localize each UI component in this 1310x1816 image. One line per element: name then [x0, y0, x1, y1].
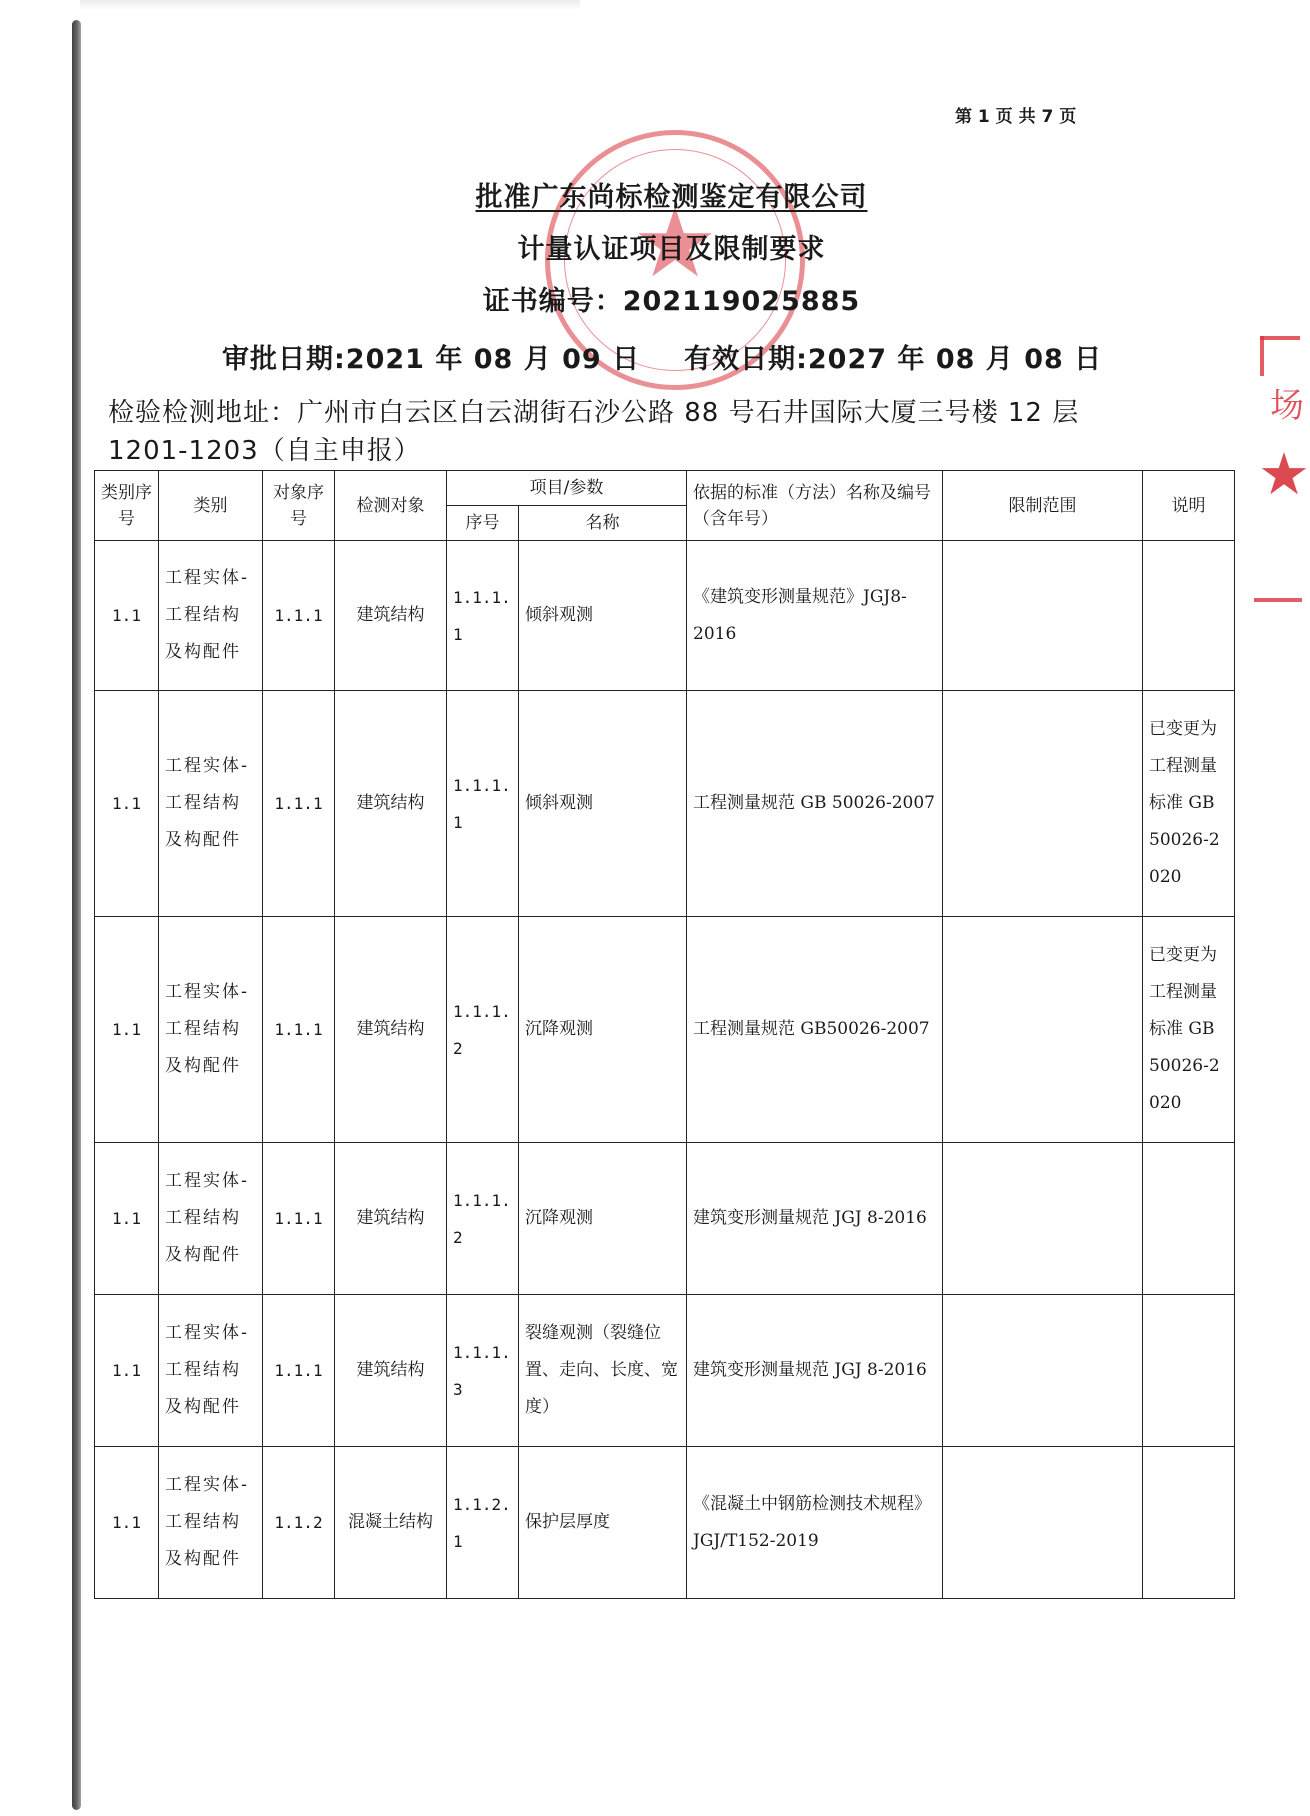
cell-item-seq: 1.1.1.3: [447, 1295, 519, 1447]
cell-obj-seq: 1.1.2: [263, 1447, 335, 1599]
scan-smudge: [80, 0, 580, 10]
star-icon: ★: [631, 187, 719, 299]
table-row: [95, 1447, 1235, 1599]
cell-item-name: 沉降观测: [519, 1143, 687, 1295]
cell-note: 已变更为工程测量标准 GB 50026-2020: [1143, 691, 1235, 917]
cell-note: [1143, 1295, 1235, 1447]
date-line: [222, 337, 1102, 376]
cell-object: 建筑结构: [335, 541, 447, 691]
cell-object: 建筑结构: [335, 691, 447, 917]
cell-limit: [943, 917, 1143, 1143]
cell-cat-seq: 1.1: [95, 1295, 159, 1447]
cell-item-seq: 1.1.1.2: [447, 917, 519, 1143]
certificate-number: 证书编号：202119025885: [482, 286, 861, 317]
cell-category: 工程实体-工程结构及构配件: [159, 917, 263, 1143]
cell-category: 工程实体-工程结构及构配件: [159, 691, 263, 917]
valid-date: 有效日期:2027 年 08 月 08 日: [684, 344, 1103, 375]
cell-standard: 工程测量规范 GB 50026-2007: [687, 691, 943, 917]
cell-standard: 建筑变形测量规范 JGJ 8-2016: [687, 1295, 943, 1447]
cell-object: 建筑结构: [335, 1143, 447, 1295]
table-header-row: [95, 471, 1235, 506]
table-row: [95, 691, 1235, 917]
cell-object: 混凝土结构: [335, 1447, 447, 1599]
seal-bracket-bottom: [1254, 598, 1302, 602]
cell-obj-seq: 1.1.1: [263, 917, 335, 1143]
cell-object: 建筑结构: [335, 917, 447, 1143]
table-row: [95, 1295, 1235, 1447]
approval-date: 审批日期:2021 年 08 月 09 日: [222, 344, 641, 375]
title-company: 批准广东尚标检测鉴定有限公司: [475, 182, 868, 213]
header-item-param: 项目/参数: [447, 471, 687, 506]
cell-standard: 建筑变形测量规范 JGJ 8-2016: [687, 1143, 943, 1295]
cell-category: 工程实体-工程结构及构配件: [159, 1447, 263, 1599]
cell-category: 工程实体-工程结构及构配件: [159, 1143, 263, 1295]
cell-limit: [943, 1447, 1143, 1599]
cell-item-seq: 1.1.1.1: [447, 541, 519, 691]
cell-item-seq: 1.1.2.1: [447, 1447, 519, 1599]
cell-obj-seq: 1.1.1: [263, 691, 335, 917]
seal-bracket-top: [1260, 336, 1300, 340]
cell-item-name: 倾斜观测: [519, 691, 687, 917]
cell-obj-seq: 1.1.1: [263, 1295, 335, 1447]
cell-cat-seq: 1.1: [95, 541, 159, 691]
cell-limit: [943, 1295, 1143, 1447]
cell-note: [1143, 1143, 1235, 1295]
header-cat-seq: 类别序号: [95, 471, 159, 541]
cell-object: 建筑结构: [335, 1295, 447, 1447]
header-item-name: 名称: [519, 506, 687, 541]
cell-cat-seq: 1.1: [95, 691, 159, 917]
title-subject: 计量认证项目及限制要求: [517, 234, 826, 265]
table-row: [95, 541, 1235, 691]
table-row: [95, 917, 1235, 1143]
header-category: 类别: [159, 471, 263, 541]
header-note: 说明: [1143, 471, 1235, 541]
cell-item-name: 沉降观测: [519, 917, 687, 1143]
cell-item-name: 保护层厚度: [519, 1447, 687, 1599]
header-limit: 限制范围: [943, 471, 1143, 541]
cell-standard: 《建筑变形测量规范》JGJ8-2016: [687, 541, 943, 691]
page-number: 第 1 页 共 7 页: [955, 107, 1077, 127]
cell-standard: 《混凝土中钢筋检测技术规程》JGJ/T152-2019: [687, 1447, 943, 1599]
cell-cat-seq: 1.1: [95, 1447, 159, 1599]
cell-limit: [943, 1143, 1143, 1295]
star-icon: ★: [1258, 440, 1310, 508]
cell-item-name: 倾斜观测: [519, 541, 687, 691]
cell-note: 已变更为工程测量标准 GB 50026-2020: [1143, 917, 1235, 1143]
header-standard: 依据的标准（方法）名称及编号（含年号）: [687, 471, 943, 541]
cell-limit: [943, 541, 1143, 691]
cell-item-name: 裂缝观测（裂缝位置、走向、长度、宽度）: [519, 1295, 687, 1447]
header-object: 检测对象: [335, 471, 447, 541]
cell-cat-seq: 1.1: [95, 917, 159, 1143]
certification-table: [94, 470, 1235, 1599]
cell-limit: [943, 691, 1143, 917]
cell-standard: 工程测量规范 GB50026-2007: [687, 917, 943, 1143]
table-row: [95, 1143, 1235, 1295]
title-block: [0, 172, 1303, 328]
cell-category: 工程实体-工程结构及构配件: [159, 541, 263, 691]
header-obj-seq: 对象序号: [263, 471, 335, 541]
inspection-address: 检验检测地址：广州市白云区白云湖街石沙公路 88 号石井国际大厦三号楼 12 层 1201-1203（自主申报）: [108, 398, 1080, 466]
cell-note: [1143, 1447, 1235, 1599]
cell-obj-seq: 1.1.1: [263, 1143, 335, 1295]
cell-category: 工程实体-工程结构及构配件: [159, 1295, 263, 1447]
cell-item-seq: 1.1.1.2: [447, 1143, 519, 1295]
margin-seal-char: 场: [1270, 386, 1304, 426]
cell-item-seq: 1.1.1.1: [447, 691, 519, 917]
cell-note: [1143, 541, 1235, 691]
header-item-seq: 序号: [447, 506, 519, 541]
cell-obj-seq: 1.1.1: [263, 541, 335, 691]
margin-seal-fragment: [1248, 330, 1308, 620]
seal-bracket-vertical: [1260, 336, 1264, 376]
cell-cat-seq: 1.1: [95, 1143, 159, 1295]
